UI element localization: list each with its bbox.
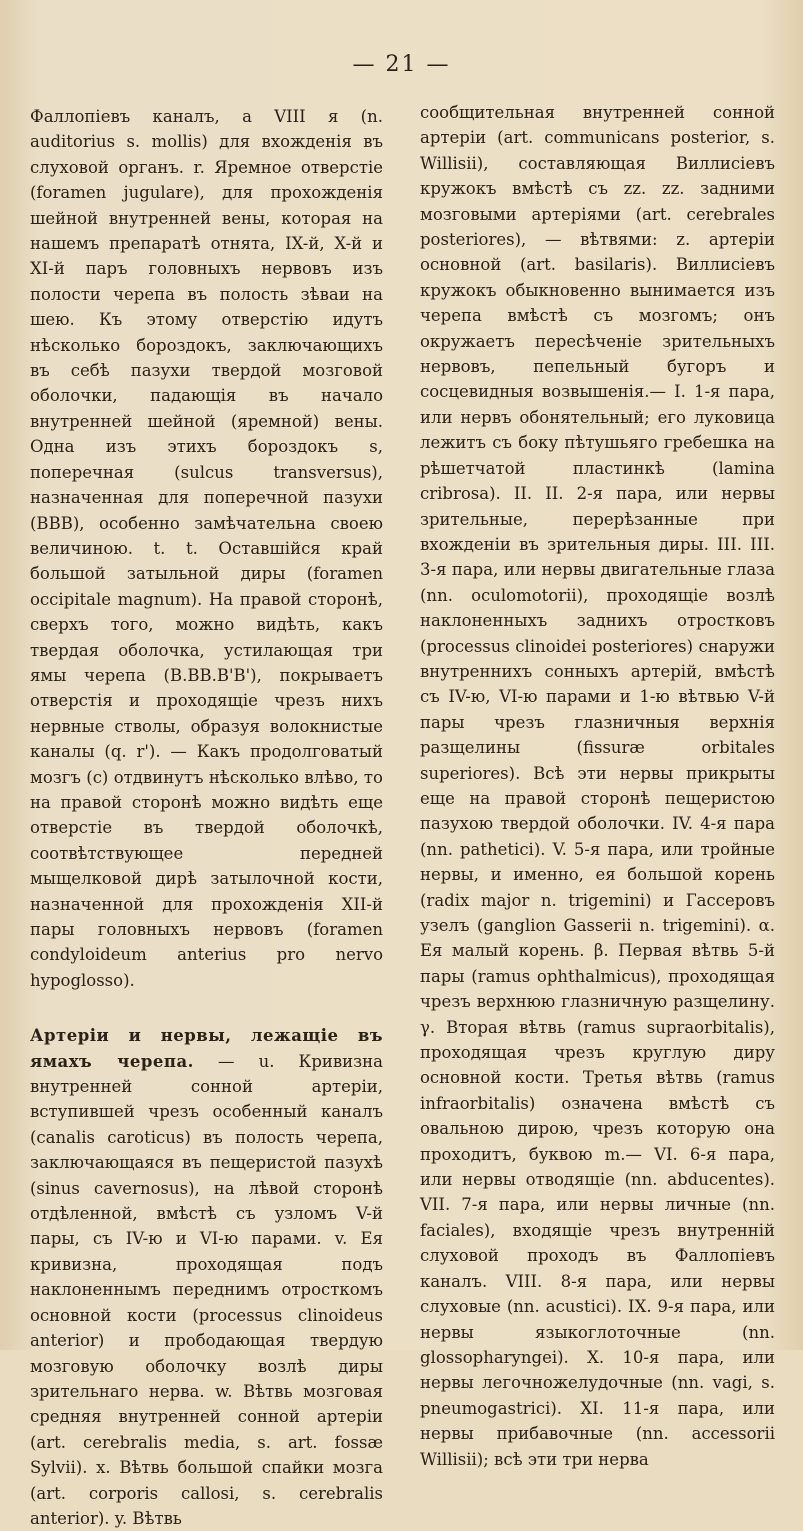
left-paragraph-2-text: — u. Кривизна внутренней сонной артеріи, вступившей чрезъ особенный каналъ (canalis caroticus) въ полость черепа, заключающаяся въ пещеристой пазухѣ (sinus cavernosus), на лѣвой сторонѣ отдѣленной, вмѣстѣ съ узломъ V-й пары, съ IV-ю и VI-ю парами. v. Ея кривизна, проходящая подъ наклоненнымъ переднимъ отросткомъ основной кости (processus clinoideus anterior) и прободающая твердую мозговую оболочку возлѣ диры зрительнаго нерва. w. Вѣтвь мозговая средняя внутренней сонной артеріи (art. cerebralis media, s. art. fossæ Sylvii). x. Вѣтвь большой спайки мозга (art. corporis callosi, s. cerebralis anterior). y. Вѣтвь (30, 1051, 384, 1528)
right-column (420, 100, 775, 1469)
right-paragraph-1: сообщительная внутренней сонной артеріи (art. communicans posterior, s. Willisii), составляющая Виллисіевъ кружокъ вмѣстѣ съ zz. zz. задними мозговыми артеріями (art. cerebrales posteriores), — вѣтвями: z. артеріи основной (art. basilaris). Виллисіевъ кружокъ обыкновенно вынимается изъ черепа вмѣстѣ съ мозгомъ; онъ окружаетъ пересѣченіе зрительныхъ нервовъ, пепельный бугоръ и сосцевидныя возвышенія.— I. 1-я пара, или нервъ обонятельный; его луковица лежитъ съ боку пѣтушьяго гребешка на рѣшетчатой пластинкѣ (lamina cribrosa). II. II. 2-я пара, или нервы зрительные, перерѣзанные при вхожденіи въ зрительныя диры. III. III. 3-я пара, или нервы двигательные глаза (nn. oculomotorii), проходящіе возлѣ наклоненныхъ заднихъ отростковъ (processus clinoidei posteriores) снаружи внутреннихъ сонныхъ артерій, вмѣстѣ съ IV-ю, VI-ю парами и 1-ю вѣтвью V-й пары чрезъ глазничныя верхнія разщелины (fissuræ orbitales superiores). Всѣ эти нервы прикрыты еще на правой сторонѣ пещеристою пазухою твердой оболочки. IV. 4-я пара (nn. pathetici). V. 5-я пара, или тройные нервы, и именно, ея большой корень (radix major n. trigemini) и Гассеровъ узелъ (ganglion Gasserii n. trigemini). α. Ея малый корень. β. Первая вѣтвь 5-й пары (ramus ophthalmicus), проходящая чрезъ верхнюю глазничную разщелину. γ. Вторая вѣтвь (ramus supraorbitalis), проходящая чрезъ круглую диру основной кости. Третья вѣтвь (ramus infraorbitalis) означена вмѣстѣ съ овальною дирою, чрезъ которую она проходитъ, буквою m.— VI. 6-я пара, или нервы отводящіе (nn. abducentes). VII. 7-я пара, или нервы личные (nn. faciales), входящіе чрезъ внутренній слуховой проходъ въ Фаллопіевъ каналъ. VIII. 8-я пара, или нервы слуховые (nn. acustici). IX. 9-я пара, или нервы языкоглоточные (nn. glossopharyngei). X. 10-я пара, или нервы легочножелудочные (nn. vagi, s. pneumogastrici). XI. 11-я пара, или нервы прибавочные (nn. accessorii Willisii); всѣ эти три нерва (420, 103, 775, 1469)
page-number: — 21 — (352, 52, 451, 77)
left-column (30, 104, 384, 1528)
left-paragraph-1: Фаллопіевъ каналъ, а VIII я (n. auditorius s. mollis) для вхожденія въ слуховой органъ. r. Яремное отверстіе (foramen jugulare), для прохожденія шейной внутренней вены, которая на нашемъ препаратѣ отнята, IX-й, X-й и XI-й паръ головныхъ нервовъ изъ полости черепа въ полость зѣваи на шею. Къ этому отверстію идутъ нѣсколько бороздокъ, заключающихъ въ себѣ пазухи твердой мозговой оболочки, падающія въ начало внутренней шейной (яремной) вены. Одна изъ этихъ бороздокъ s, поперечная (sulcus transversus), назначенная для поперечной пазухи (BBB), особенно замѣчательна своею величиною. t. t. Оставшійся край большой затыльной диры (foramen occipitale magnum). На правой сторонѣ, сверхъ того, можно видѣть, какъ твердая оболочка, устилающая три ямы черепа (B.BB.B'B'), покрываетъ отверстія и проходящіе чрезъ нихъ нервные стволы, образуя волокнистые каналы (q. r'). — Какъ продолговатый мозгъ (c) отдвинутъ нѣсколько влѣво, то на правой сторонѣ можно видѣть еще отверстіе въ твердой оболочкѣ, соотвѣтствующее передней мыщелковой дирѣ затылочной кости, назначенной для прохожденія XII-й пары головныхъ нервовъ (foramen condyloideum anterius pro nervo hypoglosso). (30, 107, 383, 990)
section-heading: Артеріи и нервы, лежащіе въ ямахъ черепа. (30, 1026, 383, 1071)
left-paragraph-2 (30, 1023, 383, 1531)
